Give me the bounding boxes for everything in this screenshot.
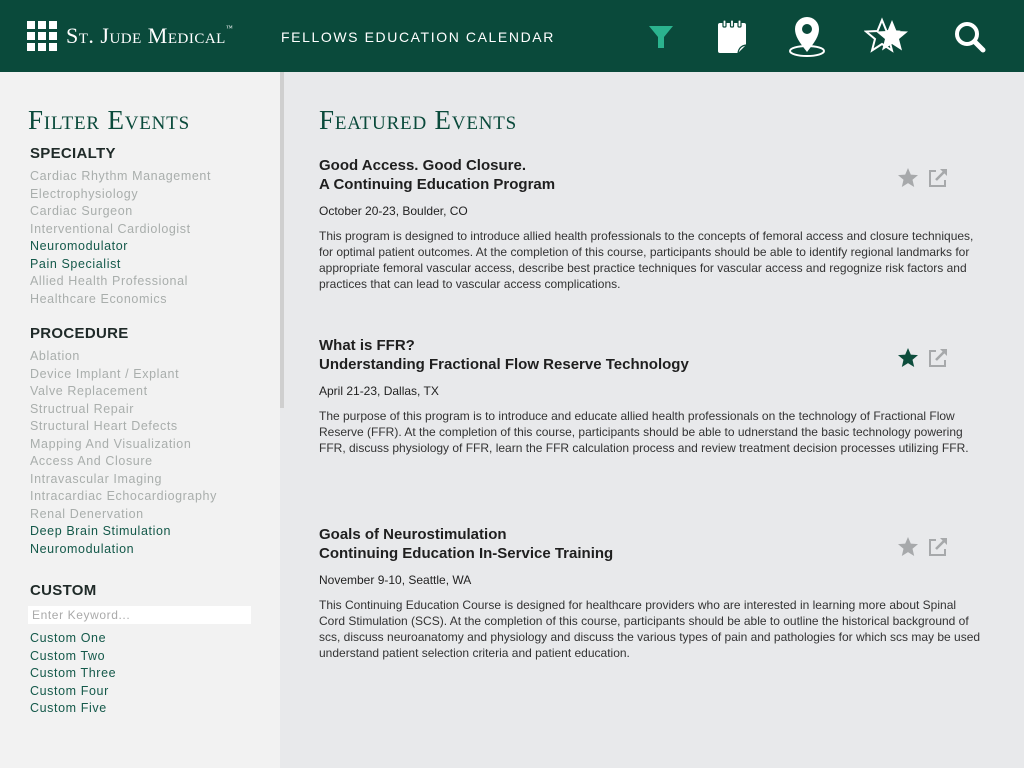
filter-item[interactable]: Neuromodulator [30, 239, 129, 253]
filter-item[interactable]: Custom Two [30, 648, 106, 663]
filter-item[interactable]: Cardiac Surgeon [30, 204, 133, 218]
event-description: This program is designed to introduce allied health professionals to the concepts of femoral access and closure techniques, for optimal patient outcomes. At the completion of this course, participants should be able to identify regional landmarks for appropriate femoral vascular access, describe best practice techniques for vascular access and regognize risk factors and practices that can lead to vascular access complications. [319, 229, 974, 291]
event-title[interactable] [319, 525, 859, 563]
event-description: This Continuing Education Course is designed for healthcare providers who are interested in learning more about Spinal Cord Stimulation (SCS). At the completion of this course, participants should be able to outline the historical background of scs, discuss neuroanatomy and physiology and discuss the various types of pain and pathologies for which scs may be used understand patient selection criteria and patient education. [319, 598, 981, 660]
filter-item[interactable]: Structrual Repair [30, 401, 134, 416]
app-title: FELLOWS EDUCATION CALENDAR [281, 29, 555, 45]
filter-item[interactable]: Pain Specialist [30, 256, 121, 271]
filter-item[interactable]: Allied Health Professional [30, 274, 189, 288]
filter-item[interactable]: Device Implant / Explant [30, 366, 180, 381]
event-actions [897, 536, 949, 558]
filter-item[interactable]: Mapping And Visualization [30, 436, 192, 451]
event-title-line2: A Continuing Education Program [319, 176, 556, 193]
logo-text: St. Jude Medical™ [66, 23, 234, 48]
favorite-star-icon[interactable] [897, 347, 919, 369]
event-description: The purpose of this program is to introduce and educate allied health professionals on the technology of Fractional Flow Reserve (FFR). At the completion of this course, participants should be able to udnerstand the basic technology powering FFR, discuss physiology of FFR, learn the FFR calculation process and review treatment decision processes utilizing FFR. [319, 409, 969, 455]
event-card [319, 336, 989, 456]
filter-item[interactable]: Access And Closure [30, 454, 153, 468]
filter-item[interactable]: Neuromodulation [30, 541, 135, 556]
calendar-button[interactable] [715, 16, 749, 58]
favorite-star-icon[interactable] [897, 536, 919, 558]
event-card [319, 525, 989, 661]
favorite-star-icon[interactable] [897, 167, 919, 189]
event-actions [897, 347, 949, 369]
custom-section-title: CUSTOM [30, 582, 97, 599]
filter-item[interactable]: Custom One [30, 631, 107, 645]
filter-item[interactable]: Deep Brain Stimulation [30, 524, 172, 538]
event-date: April 21-23, Dallas, TX [319, 384, 439, 398]
specialty-section-title: SPECIALTY [30, 145, 116, 162]
featured-events-title: Featured Events [319, 105, 518, 135]
event-card [319, 156, 989, 292]
share-external-icon[interactable] [927, 167, 949, 189]
location-pin-icon [787, 16, 827, 58]
filter-item[interactable]: Renal Denervation [30, 506, 144, 521]
filter-icon [647, 23, 675, 51]
filter-item[interactable]: Ablation [30, 349, 80, 363]
filter-item[interactable]: Custom Five [30, 701, 107, 715]
filter-item[interactable]: Custom Four [30, 683, 109, 698]
event-title-line2: Understanding Fractional Flow Reserve Technology [319, 356, 689, 373]
filter-sidebar [0, 72, 280, 768]
app-header [0, 0, 1024, 72]
featured-events-panel [284, 72, 1024, 768]
event-title-line2: Continuing Education In-Service Training [319, 545, 614, 562]
filter-item[interactable]: Interventional Cardiologist [30, 221, 191, 236]
event-title[interactable] [319, 156, 859, 194]
filter-item[interactable]: Structural Heart Defects [30, 419, 178, 433]
calendar-icon [716, 19, 748, 55]
keyword-input[interactable] [28, 606, 251, 624]
custom-list [30, 630, 116, 718]
company-logo[interactable] [27, 21, 233, 51]
event-actions [897, 167, 949, 189]
location-button[interactable] [786, 16, 828, 58]
filter-item[interactable]: Custom Three [30, 666, 117, 680]
favorites-button[interactable] [864, 16, 914, 58]
event-date: October 20-23, Boulder, CO [319, 204, 468, 218]
search-icon [953, 20, 987, 54]
filter-item[interactable]: Cardiac Rhythm Management [30, 169, 212, 183]
procedure-list [30, 348, 217, 558]
event-title-line1: What is FFR? [319, 337, 415, 354]
event-title[interactable] [319, 336, 859, 374]
favorites-star-icon [864, 17, 914, 57]
filter-item[interactable]: Valve Replacement [30, 384, 148, 398]
specialty-list [30, 168, 211, 308]
share-external-icon[interactable] [927, 347, 949, 369]
filter-item[interactable]: Electrophysiology [30, 186, 139, 201]
filter-item[interactable]: Healthcare Economics [30, 291, 168, 306]
filter-button[interactable] [645, 16, 677, 58]
event-title-line1: Goals of Neurostimulation [319, 526, 507, 543]
procedure-section-title: PROCEDURE [30, 325, 129, 342]
share-external-icon[interactable] [927, 536, 949, 558]
event-title-line1: Good Access. Good Closure. [319, 157, 526, 174]
search-button[interactable] [952, 16, 988, 58]
logo-grid-icon [27, 21, 57, 51]
event-date: November 9-10, Seattle, WA [319, 573, 472, 587]
filter-item[interactable]: Intravascular Imaging [30, 471, 163, 486]
filter-events-title: Filter Events [28, 105, 190, 135]
filter-item[interactable]: Intracardiac Echocardiography [30, 489, 217, 503]
